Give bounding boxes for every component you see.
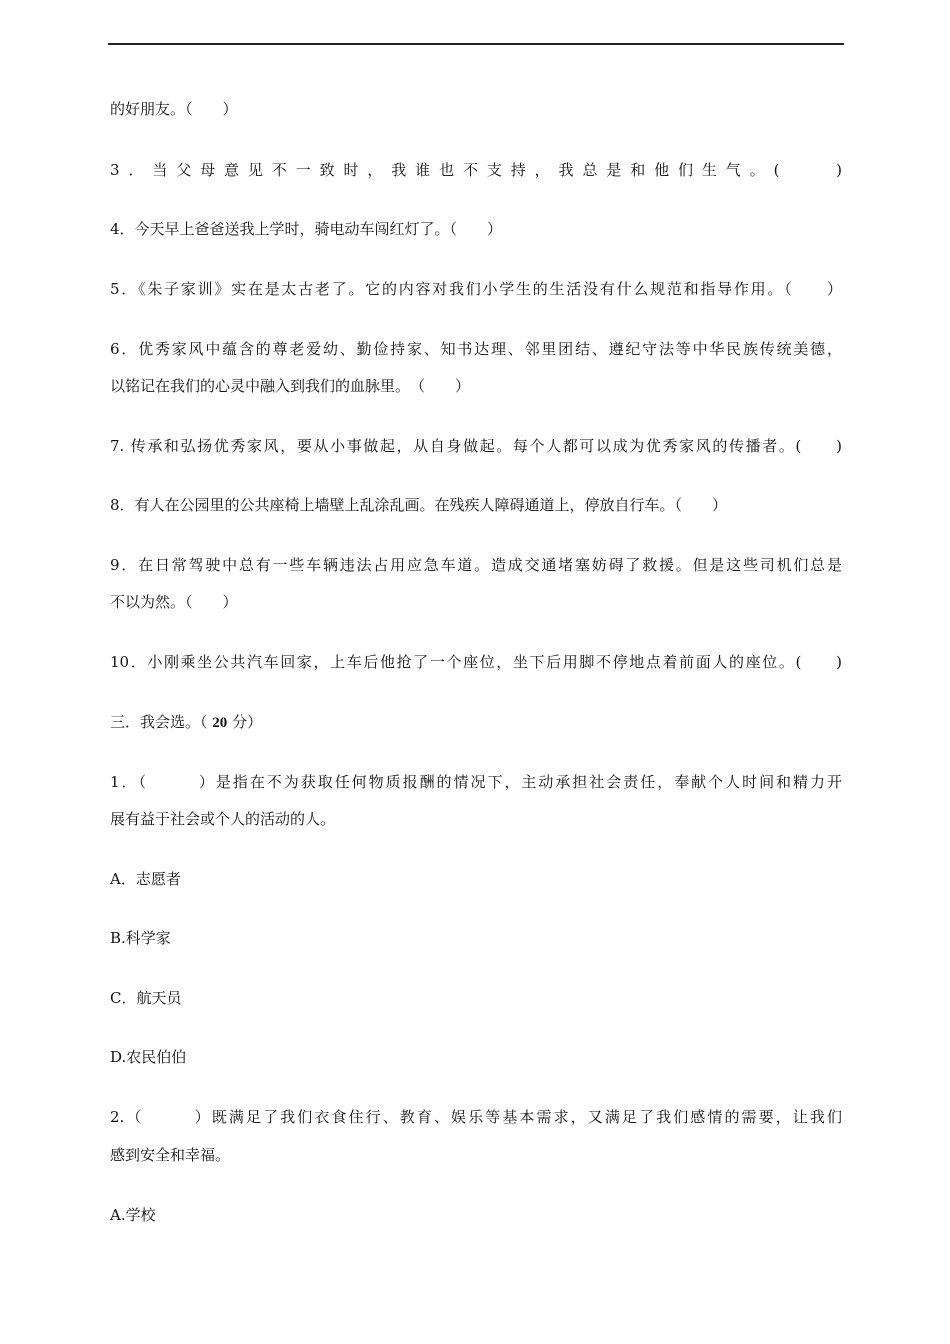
text-line: 4．今天早上爸爸送我上学时，骑电动车闯红灯了。（ ） xyxy=(110,220,503,238)
text-line: 5．《朱子家训》实在是太古老了。它的内容对我们小学生的生活没有什么规范和指导作用。（ ） xyxy=(110,280,842,298)
text-line: 3．当父母意见不一致时，我谁也不支持，我总是和他们生气。( ) xyxy=(110,161,842,179)
text-line: 10．小刚乘坐公共汽车回家，上车后他抢了一个座位，坐下后用脚不停地点着前面人的座位。( ) xyxy=(110,653,842,671)
text-line: 1．（ ）是指在不为获取任何物质报酬的情况下，主动承担社会责任，奉献个人时间和精力开 xyxy=(110,773,842,791)
option-a: A．志愿者 xyxy=(110,870,181,888)
text-line: 9．在日常驾驶中总有一些车辆违法占用应急车道。造成交通堵塞妨碍了救援。但是这些司机们总是 xyxy=(110,556,842,574)
text-line: 的好朋友。（ ） xyxy=(110,100,238,118)
text-line: 6．优秀家风中蕴含的尊老爱幼、勤俭持家、知书达理、邻里团结、遵纪守法等中华民族传统美德， xyxy=(110,340,842,358)
section-heading-label: 三．我会选。（ xyxy=(110,713,208,731)
text-line: 展有益于社会或个人的活动的人。 xyxy=(110,810,336,828)
section-heading xyxy=(110,712,262,733)
option-c: C．航天员 xyxy=(110,989,182,1007)
text-line: 2.（ ）既满足了我们衣食住行、教育、娱乐等基本需求，又满足了我们感情的需要，让我们 xyxy=(110,1108,842,1126)
text-line: 7. 传承和弘扬优秀家风，要从小事做起，从自身做起。每个人都可以成为优秀家风的传播者。( ) xyxy=(110,437,842,455)
text-line: 不以为然。（ ） xyxy=(110,593,238,611)
section-heading-suffix: 分） xyxy=(232,713,263,731)
text-line: 感到安全和幸福。 xyxy=(110,1146,231,1164)
header-rule xyxy=(108,43,844,45)
option-d: D.农民伯伯 xyxy=(110,1048,187,1066)
text-line: 8．有人在公园里的公共座椅上墙壁上乱涂乱画。在残疾人障碍通道上，停放自行车。（ ） xyxy=(110,496,728,514)
option-a: A.学校 xyxy=(110,1206,156,1224)
text-line: 以铭记在我们的心灵中融入到我们的血脉里。 （ ） xyxy=(110,377,471,395)
section-heading-points: 20 xyxy=(212,715,228,731)
option-b: B.科学家 xyxy=(110,929,171,947)
